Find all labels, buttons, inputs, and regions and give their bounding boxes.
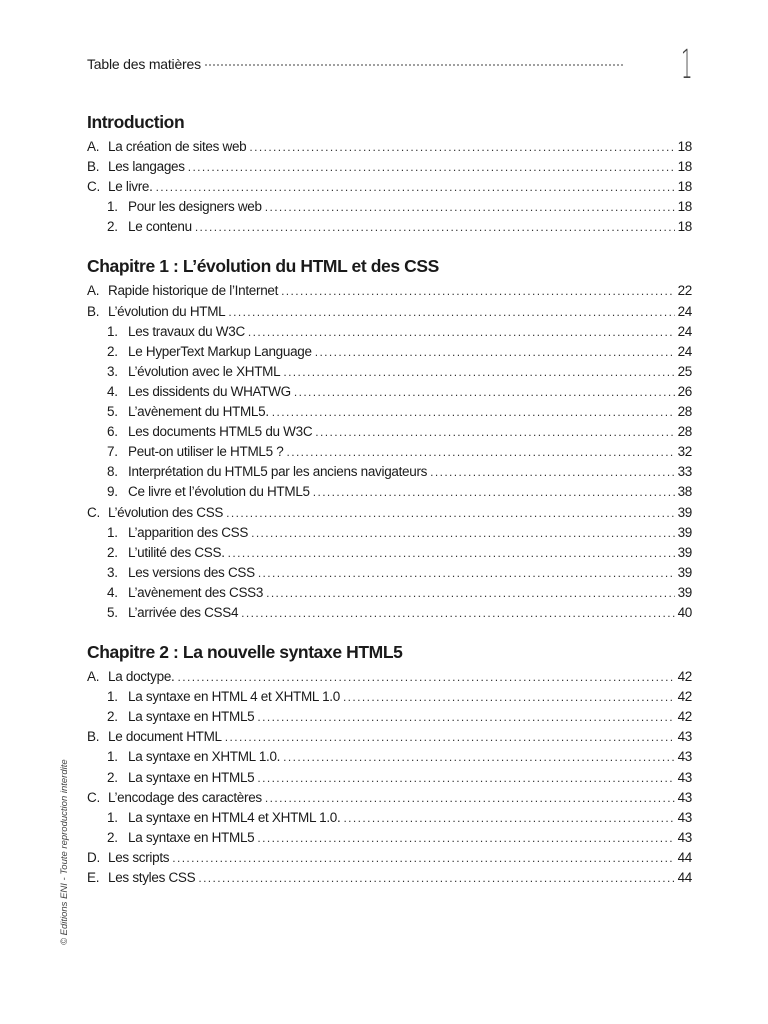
entry-page-number: 39 — [677, 564, 692, 580]
entry-page-number: 42 — [677, 689, 692, 705]
entry-label: Les scripts — [108, 849, 170, 865]
entry-page-number: 40 — [677, 604, 692, 620]
entry-number: 8. — [107, 464, 118, 480]
entry-number: B. — [87, 159, 100, 175]
dot-leader — [294, 382, 675, 402]
toc-section — [87, 638, 692, 888]
dot-leader — [225, 727, 675, 747]
entry-label: Les dissidents du WHATWG — [128, 383, 291, 399]
entry-label: La doctype. — [108, 669, 175, 685]
entry-page-number: 28 — [677, 424, 692, 440]
entry-number: 1. — [107, 199, 118, 215]
entry-number: C. — [87, 504, 100, 520]
toc-entry[interactable] — [87, 563, 692, 583]
entry-label: La création de sites web — [108, 139, 247, 154]
entry-number: 2. — [107, 769, 118, 785]
table-of-contents — [87, 108, 692, 903]
toc-entry[interactable] — [87, 281, 692, 301]
dot-leader — [172, 848, 674, 868]
toc-entry[interactable] — [87, 523, 692, 543]
dot-leader — [343, 687, 675, 707]
entry-page-number: 43 — [677, 829, 692, 845]
dot-leader — [228, 543, 675, 563]
entry-page-number: 32 — [677, 444, 692, 460]
dot-leader — [286, 442, 674, 462]
entry-number: 7. — [107, 444, 118, 460]
entry-label: La syntaxe en HTML4 et XHTML 1.0. — [128, 809, 341, 825]
entry-number: 1. — [107, 689, 118, 705]
entry-page-number: 43 — [677, 769, 692, 785]
entry-page-number: 18 — [677, 139, 692, 154]
entry-label: L’avènement des CSS3 — [128, 584, 264, 600]
dot-leader — [265, 788, 675, 808]
entry-number: 9. — [107, 484, 118, 500]
entry-number: 4. — [107, 584, 118, 600]
page-number: 1 — [680, 42, 692, 88]
dot-leader — [315, 342, 675, 362]
entry-label: L’arrivée des CSS4 — [128, 604, 239, 620]
toc-entry[interactable] — [87, 217, 692, 237]
section-title: Chapitre 1 : L’évolution du HTML et des CSS — [87, 256, 439, 277]
dot-leader — [258, 563, 675, 583]
entry-page-number: 28 — [677, 404, 692, 420]
toc-entry[interactable] — [87, 768, 692, 788]
dot-leader — [313, 482, 675, 502]
toc-entry[interactable] — [87, 707, 692, 727]
toc-entry[interactable] — [87, 788, 692, 808]
dot-leader — [198, 868, 674, 888]
dot-leader — [195, 217, 675, 237]
entry-label: Le document HTML — [108, 729, 222, 745]
entry-page-number: 24 — [677, 343, 692, 359]
dot-leader — [257, 768, 674, 788]
entry-number: B. — [87, 303, 100, 319]
entry-label: Les langages — [108, 159, 185, 175]
entry-label: Les travaux du W3C — [128, 323, 245, 339]
toc-section — [87, 108, 692, 237]
entry-number: A. — [87, 283, 100, 299]
dot-leader — [315, 422, 674, 442]
entry-number: E. — [87, 870, 100, 885]
entry-label: La syntaxe en HTML5 — [128, 709, 255, 725]
entry-page-number: 22 — [677, 283, 692, 299]
entry-label: La syntaxe en XHTML 1.0. — [128, 749, 281, 765]
entry-label: Les documents HTML5 du W3C — [128, 424, 313, 440]
toc-entry[interactable] — [87, 667, 692, 687]
entry-page-number: 43 — [677, 749, 692, 765]
entry-label: Pour les designers web — [128, 199, 262, 215]
entry-label: La syntaxe en HTML5 — [128, 769, 255, 785]
dot-leader — [241, 603, 674, 623]
toc-entry[interactable] — [87, 302, 692, 322]
entry-number: 2. — [107, 343, 118, 359]
toc-entry[interactable] — [87, 462, 692, 482]
entry-number: 6. — [107, 424, 118, 440]
entry-number: 2. — [107, 219, 118, 235]
entry-label: Les versions des CSS — [128, 564, 255, 580]
entry-number: C. — [87, 789, 100, 805]
entry-page-number: 24 — [677, 303, 692, 319]
entry-label: Le HyperText Markup Language — [128, 343, 312, 359]
entry-label: La syntaxe en HTML5 — [128, 829, 255, 845]
entry-label: Interprétation du HTML5 par les anciens navigateurs — [128, 464, 428, 480]
entry-number: 2. — [107, 709, 118, 725]
dot-leader — [248, 322, 675, 342]
entry-label: La syntaxe en HTML 4 et XHTML 1.0 — [128, 689, 340, 705]
entry-label: Les styles CSS — [108, 870, 196, 885]
entry-page-number: 18 — [677, 219, 692, 235]
entry-label: L’utilité des CSS. — [128, 544, 225, 560]
entry-number: 1. — [107, 809, 118, 825]
dot-leader — [257, 707, 674, 727]
toc-entry[interactable] — [87, 687, 692, 707]
entry-page-number: 26 — [677, 383, 692, 399]
dot-leader — [188, 157, 675, 177]
entry-page-number: 24 — [677, 323, 692, 339]
dot-leader — [281, 281, 675, 301]
entry-page-number: 44 — [677, 870, 692, 885]
toc-entry[interactable] — [87, 603, 692, 623]
entry-number: 3. — [107, 363, 118, 379]
entry-page-number: 39 — [677, 584, 692, 600]
entry-number: 5. — [107, 604, 118, 620]
entry-page-number: 18 — [677, 159, 692, 175]
entry-page-number: 43 — [677, 729, 692, 745]
toc-entry[interactable] — [87, 382, 692, 402]
entry-label: L’évolution avec le XHTML — [128, 363, 281, 379]
toc-entry[interactable] — [87, 422, 692, 442]
toc-section — [87, 252, 692, 623]
entry-page-number: 42 — [677, 669, 692, 685]
toc-entry[interactable] — [87, 543, 692, 563]
entry-number: D. — [87, 849, 100, 865]
entry-page-number: 44 — [677, 849, 692, 865]
dot-leader — [430, 462, 674, 482]
entry-page-number: 39 — [677, 524, 692, 540]
entry-number: 1. — [107, 323, 118, 339]
toc-entry[interactable] — [87, 747, 692, 767]
entry-page-number: 18 — [677, 199, 692, 215]
dot-leader — [257, 828, 674, 848]
toc-entry[interactable] — [87, 848, 692, 868]
dot-leader — [283, 747, 674, 767]
dot-leader — [283, 362, 674, 382]
toc-entry[interactable] — [87, 402, 692, 422]
entry-label: L’évolution des CSS — [108, 504, 224, 520]
entry-page-number: 18 — [677, 179, 692, 195]
entry-label: Le contenu — [128, 219, 192, 235]
entry-number: 4. — [107, 383, 118, 399]
toc-entry[interactable] — [87, 157, 692, 177]
entry-number: A. — [87, 669, 100, 685]
entry-label: Peut-on utiliser le HTML5 ? — [128, 444, 284, 460]
toc-entry[interactable] — [87, 342, 692, 362]
entry-number: 1. — [107, 524, 118, 540]
dot-leader — [343, 808, 674, 828]
section-title: Introduction — [87, 112, 185, 132]
header-dotted-rule — [205, 64, 623, 66]
dot-leader — [226, 503, 674, 523]
toc-entry[interactable] — [87, 503, 692, 523]
entry-page-number: 38 — [677, 484, 692, 500]
entry-page-number: 25 — [677, 363, 692, 379]
toc-entry[interactable] — [87, 828, 692, 848]
toc-entry[interactable] — [87, 177, 692, 197]
toc-entry[interactable] — [87, 482, 692, 502]
header-title: Table des matières — [87, 56, 201, 72]
entry-page-number: 39 — [677, 544, 692, 560]
toc-entry[interactable] — [87, 442, 692, 462]
dot-leader — [272, 402, 675, 422]
entry-number: A. — [87, 139, 100, 154]
entry-number: B. — [87, 729, 100, 745]
entry-label: Rapide historique de l’Internet — [108, 283, 279, 299]
dot-leader — [249, 137, 674, 157]
dot-leader — [266, 583, 674, 603]
toc-entry[interactable] — [87, 583, 692, 603]
toc-entry[interactable] — [87, 197, 692, 217]
copyright-notice: © Editions ENI - Toute reproduction interdite — [59, 759, 70, 945]
entry-page-number: 42 — [677, 709, 692, 725]
entry-number: 2. — [107, 829, 118, 845]
toc-entry[interactable] — [87, 868, 692, 888]
entry-label: L’avènement du HTML5. — [128, 404, 269, 420]
toc-entry[interactable] — [87, 322, 692, 342]
toc-entry[interactable] — [87, 137, 692, 157]
dot-leader — [251, 523, 674, 543]
entry-label: Le livre. — [108, 179, 153, 195]
entry-number: 1. — [107, 749, 118, 765]
entry-label: L’apparition des CSS — [128, 524, 249, 540]
toc-entry[interactable] — [87, 362, 692, 382]
entry-number: 2. — [107, 544, 118, 560]
entry-page-number: 43 — [677, 809, 692, 825]
toc-entry[interactable] — [87, 808, 692, 828]
entry-label: L’encodage des caractères — [108, 789, 262, 805]
entry-number: 3. — [107, 564, 118, 580]
dot-leader — [265, 197, 675, 217]
entry-label: L’évolution du HTML — [108, 303, 226, 319]
entry-number: 5. — [107, 404, 118, 420]
section-title: Chapitre 2 : La nouvelle syntaxe HTML5 — [87, 642, 403, 663]
entry-page-number: 39 — [677, 504, 692, 520]
entry-label: Ce livre et l’évolution du HTML5 — [128, 484, 310, 500]
dot-leader — [178, 667, 675, 687]
entry-number: C. — [87, 179, 100, 195]
entry-page-number: 43 — [677, 789, 692, 805]
page-header — [87, 42, 692, 88]
entry-page-number: 33 — [677, 464, 692, 480]
dot-leader — [228, 302, 674, 322]
dot-leader — [156, 177, 675, 197]
toc-entry[interactable] — [87, 727, 692, 747]
